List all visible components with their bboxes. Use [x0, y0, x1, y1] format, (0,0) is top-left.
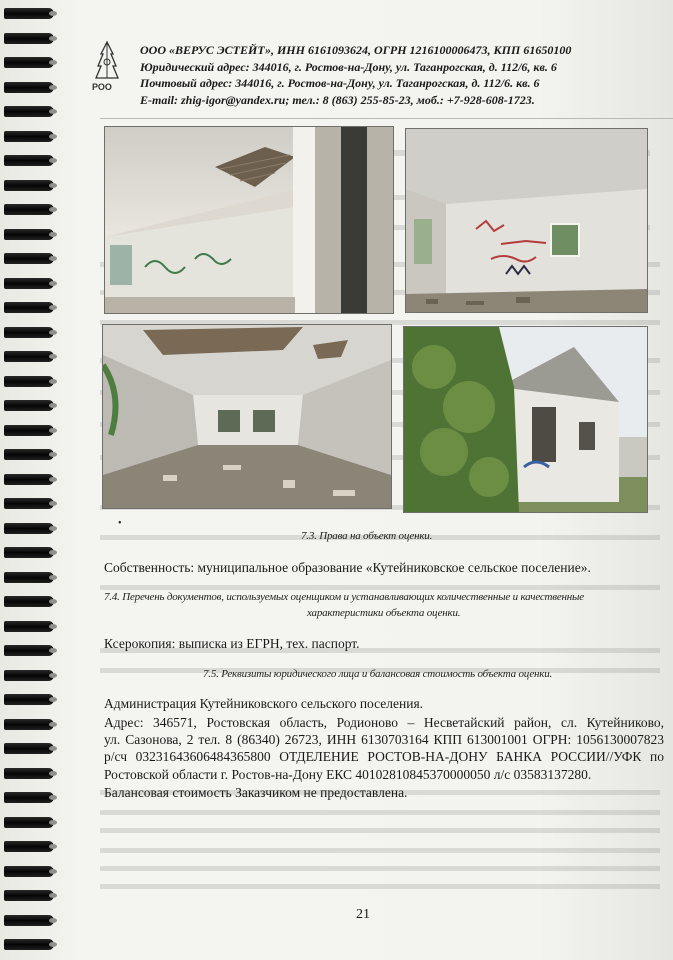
requisites-block	[104, 714, 664, 765]
binding-ring	[4, 400, 54, 411]
binding-ring	[4, 792, 54, 803]
requisites-line-3: р/сч 03231643606484365800 ОТДЕЛЕНИЕ РОСТОВ-НА-ДОНУ БАНКА РОССИИ//УФК по	[104, 749, 664, 764]
binding-ring	[4, 8, 54, 19]
binding-ring	[4, 106, 54, 117]
requisites-line-1: Адрес: 346571, Ростовская область, Родионово – Несветайский район, сл. Кутейниково,	[104, 715, 664, 730]
company-line: ООО «ВЕРУС ЭСТЕЙТ», ИНН 6161093624, ОГРН 1216100006473, КПП 61650100	[140, 43, 572, 57]
requisites-line-4: Ростовской области г. Ростов-на-Дону ЕКС 40102810845370000050 л/с 03583137280.	[104, 767, 592, 782]
page-number: 21	[356, 907, 370, 922]
binding-ring	[4, 327, 54, 338]
requisites-line-2: ул. Сазонова, 2 тел. 8 (86340) 26723, ИНН 6130703164 КПП 613001001 ОГРН: 1056130007823	[104, 732, 664, 747]
company-header	[140, 42, 673, 108]
binding-ring	[4, 82, 54, 93]
graffiti-room-photo	[405, 128, 648, 313]
binding-ring	[4, 474, 54, 485]
binding-ring	[4, 57, 54, 68]
binding-ring	[4, 768, 54, 779]
binding-ring	[4, 425, 54, 436]
binding-ring	[4, 621, 54, 632]
binding-ring	[4, 523, 54, 534]
binding-ring	[4, 204, 54, 215]
section-7-4-caption-line1: 7.4. Перечень документов, используемых оценщиком и устанавливающих количественные и качественные	[104, 591, 584, 603]
binding-ring	[4, 498, 54, 509]
documents-line: Ксерокопия: выписка из ЕГРН, тех. паспорт.	[104, 636, 360, 651]
header-divider	[100, 118, 673, 119]
binding-ring	[4, 449, 54, 460]
binding-ring	[4, 915, 54, 926]
section-7-4-caption-line2: характеристики объекта оценки.	[307, 607, 461, 619]
entity-name: Администрация Кутейниковского сельского поселения.	[104, 696, 424, 711]
spiral-binding	[0, 0, 60, 960]
binding-ring	[4, 278, 54, 289]
damaged-ceiling-room-photo	[104, 126, 394, 314]
binding-ring	[4, 596, 54, 607]
bullet-dot: •	[118, 518, 122, 529]
binding-ring	[4, 547, 54, 558]
binding-ring	[4, 180, 54, 191]
binding-ring	[4, 572, 54, 583]
binding-ring	[4, 841, 54, 852]
binding-ring	[4, 939, 54, 950]
balance-line: Балансовая стоимость Заказчиком не предоставлена.	[104, 785, 408, 800]
section-7-5-caption: 7.5. Реквизиты юридического лица и балансовая стоимость объекта оценки.	[203, 668, 553, 680]
postal-address: Почтовый адрес: 344016, г. Ростов-на-Дону, ул. Таганрогская, д. 112/6. кв. 6	[140, 76, 540, 90]
logo-caption: РОО	[92, 82, 112, 92]
binding-ring	[4, 670, 54, 681]
legal-address: Юридический адрес: 344016, г. Ростов-на-Дону, ул. Таганрогская, д. 112/6, кв. 6	[140, 59, 557, 74]
ownership-line: Собственность: муниципальное образование «Кутейниковское сельское поселение».	[104, 560, 591, 575]
binding-ring	[4, 253, 54, 264]
binding-ring	[4, 645, 54, 656]
binding-ring	[4, 155, 54, 166]
abandoned-building-exterior-photo	[403, 326, 648, 513]
binding-ring	[4, 302, 54, 313]
binding-ring	[4, 33, 54, 44]
collapsed-ceiling-hall-photo	[102, 324, 392, 509]
binding-ring	[4, 376, 54, 387]
contacts-line: E-mail: zhig-igor@yandex.ru; тел.: 8 (863) 255-85-23, моб.: +7-928-608-1723.	[140, 92, 535, 107]
binding-ring	[4, 866, 54, 877]
binding-ring	[4, 817, 54, 828]
binding-ring	[4, 351, 54, 362]
binding-ring	[4, 229, 54, 240]
section-7-3-caption: 7.3. Права на объект оценки.	[301, 530, 433, 542]
binding-ring	[4, 743, 54, 754]
binding-ring	[4, 131, 54, 142]
binding-ring	[4, 890, 54, 901]
binding-ring	[4, 694, 54, 705]
binding-ring	[4, 719, 54, 730]
